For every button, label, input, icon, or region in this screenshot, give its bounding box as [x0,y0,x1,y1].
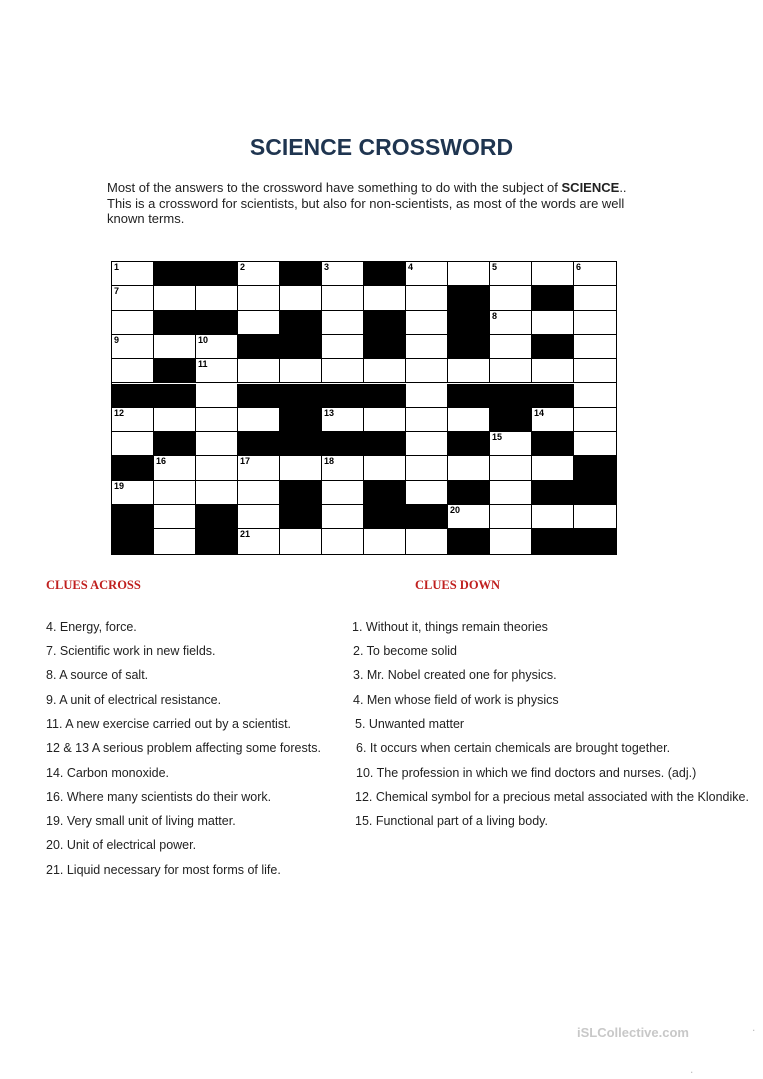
clues-across-heading: CLUES ACROSS [46,578,141,592]
grid-white-cell[interactable] [406,481,448,505]
grid-white-cell[interactable] [574,262,616,286]
grid-black-cell [364,262,406,286]
grid-black-cell [280,505,322,529]
grid-white-cell[interactable] [406,286,448,310]
intro-text-end: .. [619,180,627,195]
grid-white-cell[interactable] [322,529,364,553]
grid-white-cell[interactable] [196,456,238,480]
grid-black-cell [112,529,154,553]
grid-black-cell [448,335,490,359]
grid-white-cell[interactable] [448,408,490,432]
grid-white-cell[interactable] [112,286,154,310]
grid-black-cell [574,456,616,480]
grid-white-cell[interactable] [154,408,196,432]
watermark-logo: iSLCollective.com [577,1025,689,1040]
across-clue: 20. Unit of electrical power. [46,838,197,852]
grid-white-cell[interactable] [406,408,448,432]
grid-black-cell [532,286,574,310]
grid-black-cell [280,432,322,456]
intro-paragraph [107,180,647,227]
grid-white-cell[interactable] [322,359,364,383]
grid-white-cell[interactable] [364,408,406,432]
grid-black-cell [532,432,574,456]
grid-black-cell [154,384,196,408]
grid-white-cell[interactable] [154,529,196,553]
grid-white-cell[interactable] [574,311,616,335]
clue-number: 18 [324,456,335,467]
grid-white-cell[interactable] [574,432,616,456]
grid-white-cell[interactable] [406,335,448,359]
grid-white-cell[interactable] [364,286,406,310]
grid-black-cell [112,505,154,529]
grid-black-cell [112,456,154,480]
grid-white-cell[interactable] [574,359,616,383]
down-clue: 5. Unwanted matter [355,717,465,731]
decorative-dot: . [752,1020,756,1034]
across-clue: 11. A new exercise carried out by a scientist. [46,717,292,731]
grid-white-cell[interactable] [490,359,532,383]
grid-black-cell [196,529,238,553]
clue-number: 21 [240,529,251,540]
across-clue: 7. Scientific work in new fields. [46,644,216,658]
grid-white-cell[interactable] [112,432,154,456]
grid-white-cell[interactable] [406,529,448,553]
grid-black-cell [448,432,490,456]
grid-black-cell [364,311,406,335]
grid-white-cell[interactable] [322,335,364,359]
grid-white-cell[interactable] [448,262,490,286]
clue-number: 13 [324,407,335,418]
grid-white-cell[interactable] [406,311,448,335]
grid-black-cell [280,262,322,286]
grid-white-cell[interactable] [280,359,322,383]
grid-black-cell [238,335,280,359]
grid-white-cell[interactable] [112,481,154,505]
grid-white-cell[interactable] [490,432,532,456]
grid-black-cell [154,432,196,456]
grid-black-cell [448,529,490,553]
page-title: SCIENCE CROSSWORD [249,134,514,160]
grid-white-cell[interactable] [322,505,364,529]
grid-white-cell[interactable] [196,286,238,310]
grid-black-cell [280,384,322,408]
across-clue: 19. Very small unit of living matter. [46,814,236,828]
grid-white-cell[interactable] [532,359,574,383]
across-clue: 21. Liquid necessary for most forms of life. [46,863,281,877]
clue-number: 16 [156,456,167,467]
grid-white-cell[interactable] [448,359,490,383]
grid-white-cell[interactable] [196,384,238,408]
clue-number: 5 [492,262,498,272]
grid-black-cell [364,335,406,359]
grid-black-cell [238,432,280,456]
grid-white-cell[interactable] [238,286,280,310]
grid-white-cell[interactable] [238,505,280,529]
clue-number: 19 [114,480,125,491]
grid-white-cell[interactable] [490,311,532,335]
down-clue: 12. Chemical symbol for a precious metal associated with the Klondike. [355,790,749,804]
grid-black-cell [448,311,490,335]
grid-black-cell [364,481,406,505]
grid-white-cell[interactable] [154,286,196,310]
across-clue: 16. Where many scientists do their work. [46,790,272,804]
intro-line-2: This is a crossword for scientists, but also for non-scientists, as most of the words are well known terms. [107,195,625,226]
grid-white-cell[interactable] [238,529,280,553]
grid-white-cell[interactable] [280,286,322,310]
grid-white-cell[interactable] [238,456,280,480]
grid-white-cell[interactable] [574,335,616,359]
grid-black-cell [154,262,196,286]
down-clue: 10. The profession in which we find doctors and nurses. (adj.) [356,766,697,780]
clue-number: 3 [324,262,330,272]
grid-black-cell [448,384,490,408]
grid-white-cell[interactable] [364,359,406,383]
clue-number: 10 [198,334,209,345]
grid-white-cell[interactable] [532,505,574,529]
grid-white-cell[interactable] [196,359,238,383]
clue-number: 1 [114,262,120,272]
grid-black-cell [196,311,238,335]
grid-white-cell[interactable] [196,432,238,456]
grid-white-cell[interactable] [322,311,364,335]
grid-white-cell[interactable] [490,505,532,529]
clues-down-heading: CLUES DOWN [415,578,501,592]
down-clue: 15. Functional part of a living body. [355,814,548,828]
grid-white-cell[interactable] [364,529,406,553]
grid-white-cell[interactable] [448,505,490,529]
grid-white-cell[interactable] [112,359,154,383]
grid-black-cell [280,335,322,359]
grid-white-cell[interactable] [154,456,196,480]
clue-number: 11 [198,359,208,370]
across-clue: 9. A unit of electrical resistance. [46,693,222,707]
grid-white-cell[interactable] [574,505,616,529]
grid-white-cell[interactable] [154,481,196,505]
grid-white-cell[interactable] [364,456,406,480]
grid-black-cell [322,384,364,408]
grid-white-cell[interactable] [322,408,364,432]
across-clue: 4. Energy, force. [46,620,137,634]
across-clue: 12 & 13 A serious problem affecting some forests. [46,741,321,755]
intro-text: Most of the answers to the crossword have something to do with the subject of [107,180,562,195]
grid-white-cell[interactable] [154,505,196,529]
grid-white-cell[interactable] [574,408,616,432]
grid-white-cell[interactable] [532,408,574,432]
grid-black-cell [532,529,574,553]
grid-white-cell[interactable] [490,286,532,310]
clue-number: 12 [114,407,125,418]
clue-number: 14 [534,407,545,418]
grid-black-cell [532,481,574,505]
grid-white-cell[interactable] [322,456,364,480]
grid-white-cell[interactable] [196,335,238,359]
grid-black-cell [196,505,238,529]
grid-black-cell [322,432,364,456]
down-clue: 6. It occurs when certain chemicals are brought together. [356,741,671,755]
grid-white-cell[interactable] [112,311,154,335]
down-clue: 4. Men whose field of work is physics [353,693,559,707]
down-clue: 1. Without it, things remain theories [352,620,548,634]
grid-white-cell[interactable] [406,432,448,456]
clue-number: 8 [492,310,498,321]
grid-white-cell[interactable] [322,481,364,505]
grid-white-cell[interactable] [574,286,616,310]
grid-black-cell [532,384,574,408]
down-clue: 3. Mr. Nobel created one for physics. [353,668,557,682]
grid-black-cell [574,529,616,553]
grid-black-cell [364,432,406,456]
grid-white-cell[interactable] [406,384,448,408]
grid-white-cell[interactable] [322,262,364,286]
grid-black-cell [364,384,406,408]
grid-white-cell[interactable] [490,481,532,505]
grid-white-cell[interactable] [112,408,154,432]
grid-white-cell[interactable] [280,529,322,553]
grid-white-cell[interactable] [238,408,280,432]
clue-number: 7 [114,286,120,297]
grid-white-cell[interactable] [490,529,532,553]
grid-white-cell[interactable] [406,359,448,383]
decorative-dot: . [690,1062,694,1076]
grid-white-cell[interactable] [280,456,322,480]
grid-black-cell [532,335,574,359]
grid-black-cell [280,408,322,432]
grid-black-cell [448,286,490,310]
clue-number: 20 [450,505,461,515]
grid-white-cell[interactable] [574,384,616,408]
grid-white-cell[interactable] [406,262,448,286]
grid-white-cell[interactable] [112,335,154,359]
clue-number: 6 [576,262,582,272]
grid-black-cell [154,311,196,335]
grid-white-cell[interactable] [196,481,238,505]
grid-white-cell[interactable] [238,481,280,505]
grid-black-cell [574,481,616,505]
grid-white-cell[interactable] [154,335,196,359]
clue-number: 9 [114,334,120,345]
grid-black-cell [490,408,532,432]
grid-white-cell[interactable] [532,456,574,480]
clue-number: 4 [408,262,414,272]
grid-black-cell [280,481,322,505]
clue-number: 15 [492,432,503,443]
across-clue: 14. Carbon monoxide. [46,766,169,780]
grid-white-cell[interactable] [532,311,574,335]
grid-white-cell[interactable] [490,262,532,286]
crossword-grid [111,261,617,555]
intro-bold-word: SCIENCE [561,180,620,195]
grid-white-cell[interactable] [490,335,532,359]
grid-white-cell[interactable] [448,456,490,480]
grid-white-cell[interactable] [490,456,532,480]
down-clue: 2. To become solid [353,644,457,658]
grid-white-cell[interactable] [112,262,154,286]
grid-white-cell[interactable] [238,359,280,383]
grid-white-cell[interactable] [406,456,448,480]
grid-white-cell[interactable] [196,408,238,432]
grid-black-cell [364,505,406,529]
grid-black-cell [154,359,196,383]
grid-black-cell [238,384,280,408]
grid-white-cell[interactable] [238,311,280,335]
clue-number: 2 [240,262,246,272]
grid-black-cell [448,481,490,505]
grid-white-cell[interactable] [322,286,364,310]
grid-black-cell [490,384,532,408]
grid-black-cell [196,262,238,286]
grid-black-cell [280,311,322,335]
grid-white-cell[interactable] [532,262,574,286]
grid-white-cell[interactable] [238,262,280,286]
across-clue: 8. A source of salt. [46,668,149,682]
grid-black-cell [112,384,154,408]
grid-black-cell [406,505,448,529]
clue-number: 17 [240,456,251,467]
